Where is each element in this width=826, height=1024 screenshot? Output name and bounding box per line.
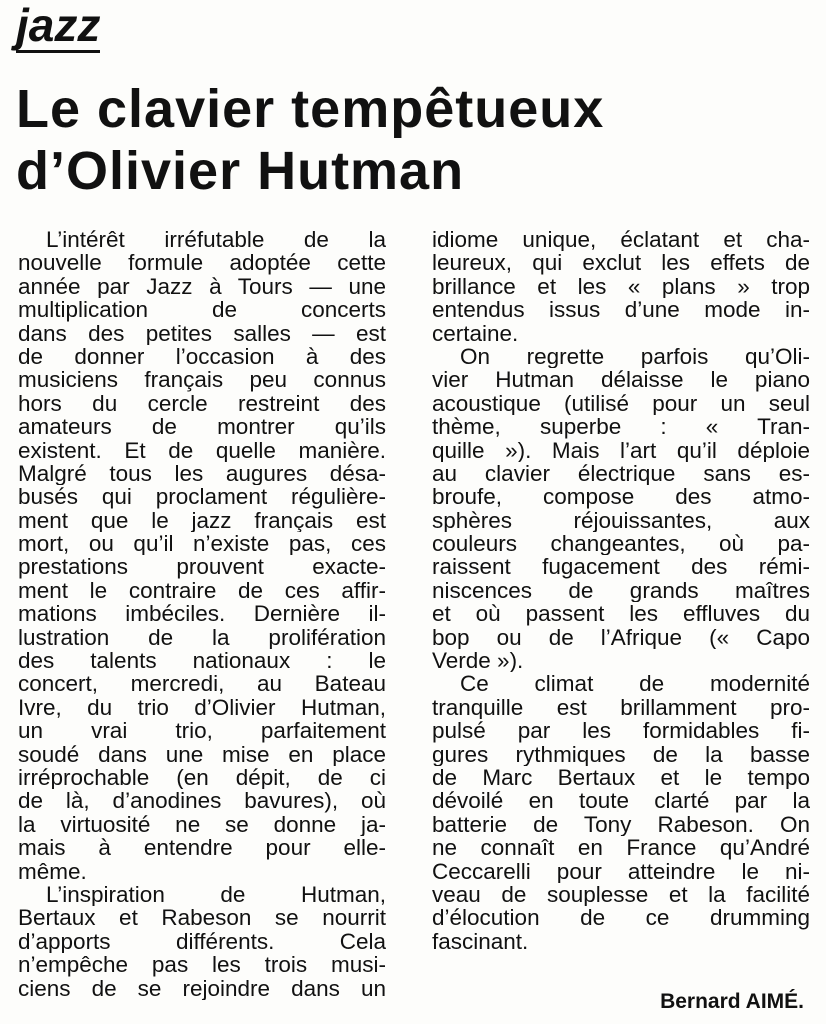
text-line: la virtuosité ne se donne ja- xyxy=(18,812,386,837)
text-line: concert, mercredi, au Bateau xyxy=(18,672,386,696)
text-line: fascinant. xyxy=(432,929,529,954)
text-line: certaine. xyxy=(432,321,519,345)
text-line: mort, ou qu’il n’existe pas, ces xyxy=(18,532,386,556)
text-line: thème, superbe : « Tran- xyxy=(432,415,810,439)
text-line: et où passent les effluves du xyxy=(432,602,810,626)
text-line: Bertaux et Rabeson se nourrit xyxy=(18,906,386,930)
text-line: mais à entendre pour elle- xyxy=(18,836,386,860)
text-line: ne connaît en France qu’André xyxy=(432,836,810,860)
text-line: Malgré tous les augures désa- xyxy=(18,461,386,486)
text-line: de donner l’occasion à des xyxy=(18,344,386,369)
text-line: tranquille est brillamment pro- xyxy=(432,695,810,720)
text-line: amateurs de montrer qu’ils xyxy=(18,415,386,439)
text-line: quille »). Mais l’art qu’il déploie xyxy=(432,438,810,462)
text-line: même. xyxy=(18,859,87,883)
text-line: couleurs changeantes, où pa- xyxy=(432,532,810,556)
text-line: pulsé par les formidables fi- xyxy=(432,719,810,743)
text-line: des talents nationaux : le xyxy=(18,649,386,673)
text-line: dans des petites salles — est xyxy=(18,321,386,345)
text-line: lustration de la prolifération xyxy=(18,625,386,650)
text-line: soudé dans une mise en place xyxy=(18,742,386,766)
text-line: gures rythmiques de la basse xyxy=(432,742,810,766)
text-line: raissent fugacement des rémi- xyxy=(432,555,810,579)
text-line: sphères réjouissantes, aux xyxy=(432,508,810,533)
text-line: hors du cercle restreint des xyxy=(18,391,386,416)
article-headline xyxy=(16,78,816,202)
text-line: Ce climat de modernité xyxy=(460,672,810,696)
text-line: ment que le jazz français est xyxy=(18,508,386,533)
article-column-right xyxy=(432,228,810,953)
text-line: multiplication de concerts xyxy=(18,298,386,322)
text-line: nouvelle formule adoptée cette xyxy=(18,251,386,275)
text-line: brillance et les « plans » trop xyxy=(432,274,810,299)
section-label: jazz xyxy=(16,0,101,51)
text-line: existent. Et de quelle manière. xyxy=(18,438,386,462)
headline-line-2: d’Olivier Hutman xyxy=(16,141,465,201)
text-line: d’élocution de ce drumming xyxy=(432,906,810,930)
text-line: L’inspiration de Hutman, xyxy=(46,882,386,907)
text-line: de là, d’anodines bavures), où xyxy=(18,789,386,813)
text-line: L’intérêt irréfutable de la xyxy=(46,228,386,252)
text-line: On regrette parfois qu’Oli- xyxy=(460,344,810,369)
text-line: idiome unique, éclatant et cha- xyxy=(432,228,810,252)
text-line: leureux, qui exclut les effets de xyxy=(432,251,810,275)
text-line: busés qui proclament régulière- xyxy=(18,485,386,509)
text-line: entendus issus d’une mode in- xyxy=(432,298,810,322)
text-line: n’empêche pas les trois musi- xyxy=(18,953,386,977)
text-line: un vrai trio, parfaitement xyxy=(18,719,386,743)
text-line: prestations prouvent exacte- xyxy=(18,555,386,579)
headline-line-1: Le clavier tempêtueux xyxy=(16,79,605,139)
text-line: Ceccarelli pour atteindre le ni- xyxy=(432,859,810,883)
text-line: mations imbéciles. Dernière il- xyxy=(18,602,386,626)
text-line: niscences de grands maîtres xyxy=(432,578,810,603)
article-column-left xyxy=(18,228,386,1000)
text-line: acoustique (utilisé pour un seul xyxy=(432,391,810,416)
text-line: Ivre, du trio d’Olivier Hutman, xyxy=(18,695,386,720)
text-line: dévoilé en toute clarté par la xyxy=(432,789,810,813)
text-line: veau de souplesse et la facilité xyxy=(432,882,810,907)
text-line: ciens de se rejoindre dans un xyxy=(18,976,386,1000)
text-line: au clavier électrique sans es- xyxy=(432,461,810,486)
text-line: ment le contraire de ces affir- xyxy=(18,578,386,603)
text-line: d’apports différents. Cela xyxy=(18,929,386,954)
text-line: Verde »). xyxy=(432,649,524,673)
text-line: musiciens français peu connus xyxy=(18,368,386,392)
text-line: irréprochable (en dépit, de ci xyxy=(18,765,386,790)
text-line: année par Jazz à Tours — une xyxy=(18,274,386,299)
text-line: broufe, compose des atmo- xyxy=(432,485,810,509)
text-line: batterie de Tony Rabeson. On xyxy=(432,812,810,837)
author-signature: Bernard AIMÉ. xyxy=(660,990,804,1013)
text-line: de Marc Bertaux et le tempo xyxy=(432,765,810,790)
text-line: bop ou de l’Afrique (« Capo xyxy=(432,625,810,650)
text-line: vier Hutman délaisse le piano xyxy=(432,368,810,392)
